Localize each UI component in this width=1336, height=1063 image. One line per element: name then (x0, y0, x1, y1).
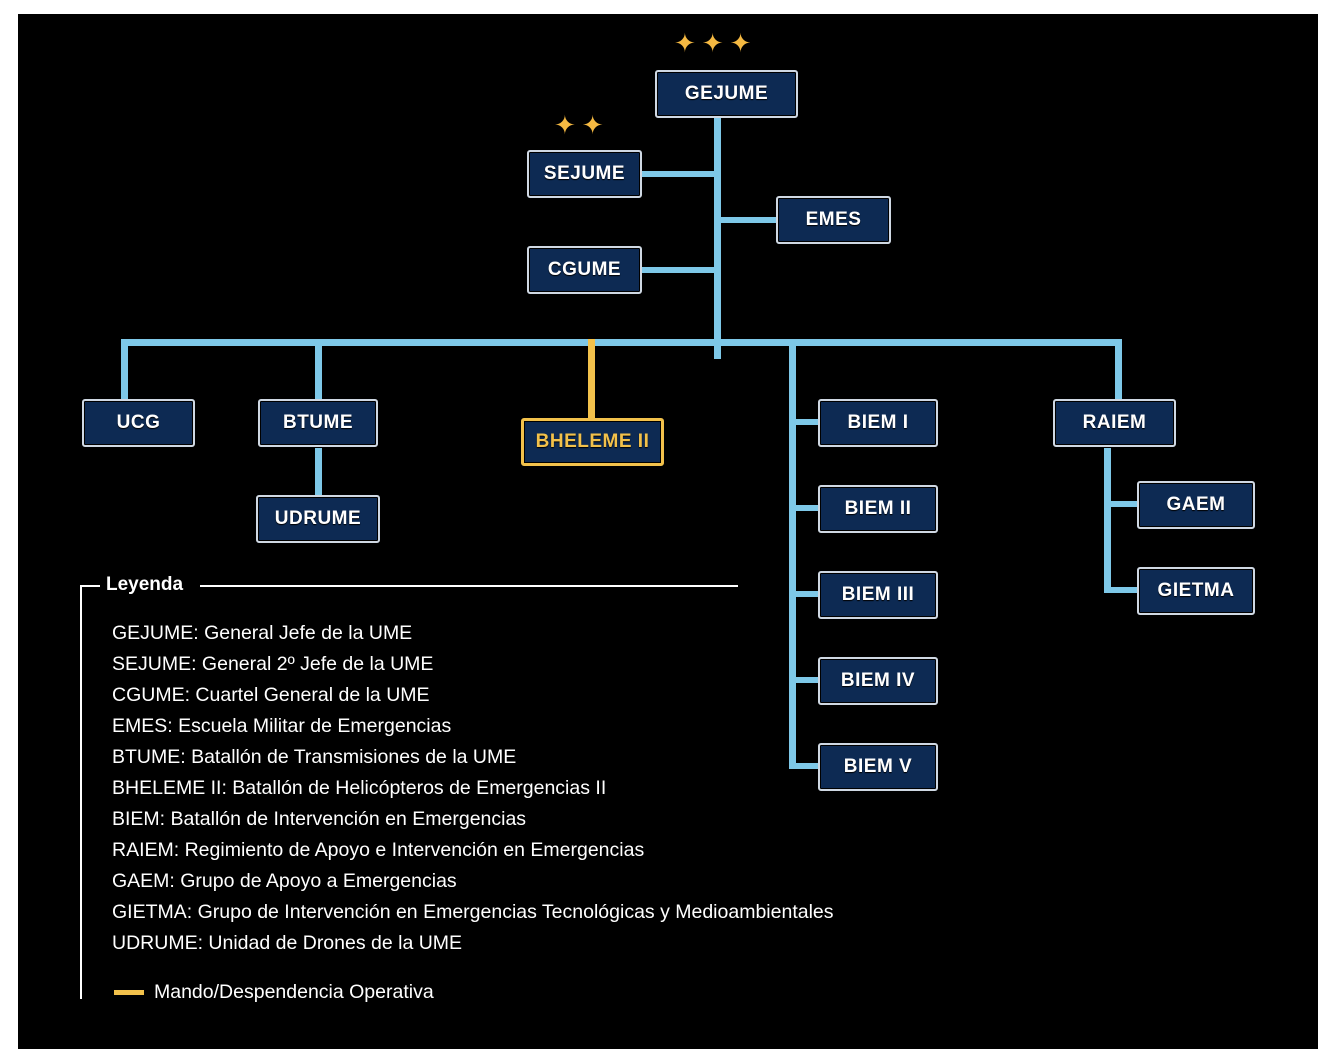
legend-item: EMES: Escuela Militar de Emergencias (112, 715, 452, 737)
node-label: EMES (805, 209, 862, 230)
legend-item: GAEM: Grupo de Apoyo a Emergencias (112, 870, 457, 892)
org-chart-canvas (18, 14, 1318, 1049)
node-label: RAIEM (1082, 412, 1147, 433)
connector-drop-btume (315, 339, 322, 401)
gejume-stars (674, 30, 751, 56)
node-sejume[interactable] (527, 150, 642, 198)
legend-item: GIETMA: Grupo de Intervención en Emergencias Tecnológicas y Medioambientales (112, 901, 834, 923)
node-biem-ii[interactable] (818, 485, 938, 533)
star-icon: ✦ (729, 28, 752, 58)
connector-drop-raiem (1115, 339, 1122, 401)
node-emes[interactable] (776, 196, 891, 244)
legend-entry-list (80, 596, 834, 959)
node-label: BIEM IV (840, 670, 916, 691)
legend-item: UDRUME: Unidad de Drones de la UME (112, 932, 463, 954)
node-cgume[interactable] (527, 246, 642, 294)
node-label: BIEM II (844, 498, 912, 519)
node-udrume[interactable] (256, 495, 380, 543)
connector-btume-udrume (315, 448, 322, 500)
connector-sejume (640, 171, 720, 177)
connector-emes (714, 217, 779, 223)
legend-item: RAIEM: Regimiento de Apoyo e Intervención en Emergencias (112, 839, 645, 861)
node-label: BHELEME II (535, 431, 650, 452)
legend-key-label: Mando/Despendencia Operativa (154, 981, 434, 1003)
legend-item: BIEM: Batallón de Intervención en Emergencias (112, 808, 527, 830)
node-biem-i[interactable] (818, 399, 938, 447)
node-gietma[interactable] (1137, 567, 1255, 615)
legend-header (80, 574, 740, 596)
node-biem-v[interactable] (818, 743, 938, 791)
connector-cgume (640, 267, 720, 273)
connector-main-bus (121, 339, 1122, 346)
node-label: BTUME (282, 412, 354, 433)
star-icon: ✦ (581, 110, 604, 140)
star-icon: ✦ (674, 28, 696, 58)
legend-item: SEJUME: General 2º Jefe de la UME (112, 653, 434, 675)
operational-link-swatch-icon (114, 990, 144, 995)
node-label: UCG (116, 412, 161, 433)
connector-gejume-spine (714, 114, 721, 359)
legend-item: BHELEME II: Batallón de Helicópteros de Emergencias II (112, 777, 607, 799)
legend-border-left (80, 585, 82, 999)
node-raiem[interactable] (1053, 399, 1176, 447)
legend-title: Leyenda (102, 574, 191, 596)
node-label: BIEM I (847, 412, 909, 433)
connector-raiem-spine (1104, 448, 1111, 588)
node-label: CGUME (547, 259, 622, 280)
node-label: GAEM (1166, 494, 1226, 515)
node-gaem[interactable] (1137, 481, 1255, 529)
node-bheleme-ii[interactable] (521, 418, 664, 466)
node-label: SEJUME (543, 163, 626, 184)
sejume-stars (554, 112, 604, 138)
node-ucg[interactable] (82, 399, 195, 447)
star-icon: ✦ (554, 110, 576, 140)
node-label: GIETMA (1157, 580, 1235, 601)
legend-item: CGUME: Cuartel General de la UME (112, 684, 430, 706)
connector-drop-biem (789, 339, 796, 764)
node-biem-iii[interactable] (818, 571, 938, 619)
star-icon: ✦ (701, 28, 724, 58)
legend-key-operational (114, 981, 740, 1004)
node-gejume[interactable] (655, 70, 798, 118)
node-label: BIEM V (843, 756, 913, 777)
connector-drop-ucg (121, 339, 128, 401)
legend (80, 574, 834, 1004)
node-label: GEJUME (684, 83, 769, 104)
node-biem-iv[interactable] (818, 657, 938, 705)
legend-item: GEJUME: General Jefe de la UME (112, 622, 413, 644)
node-label: BIEM III (841, 584, 915, 605)
legend-item: BTUME: Batallón de Transmisiones de la UME (112, 746, 517, 768)
node-label: UDRUME (274, 508, 362, 529)
node-btume[interactable] (258, 399, 378, 447)
connector-drop-bheleme (588, 339, 595, 421)
